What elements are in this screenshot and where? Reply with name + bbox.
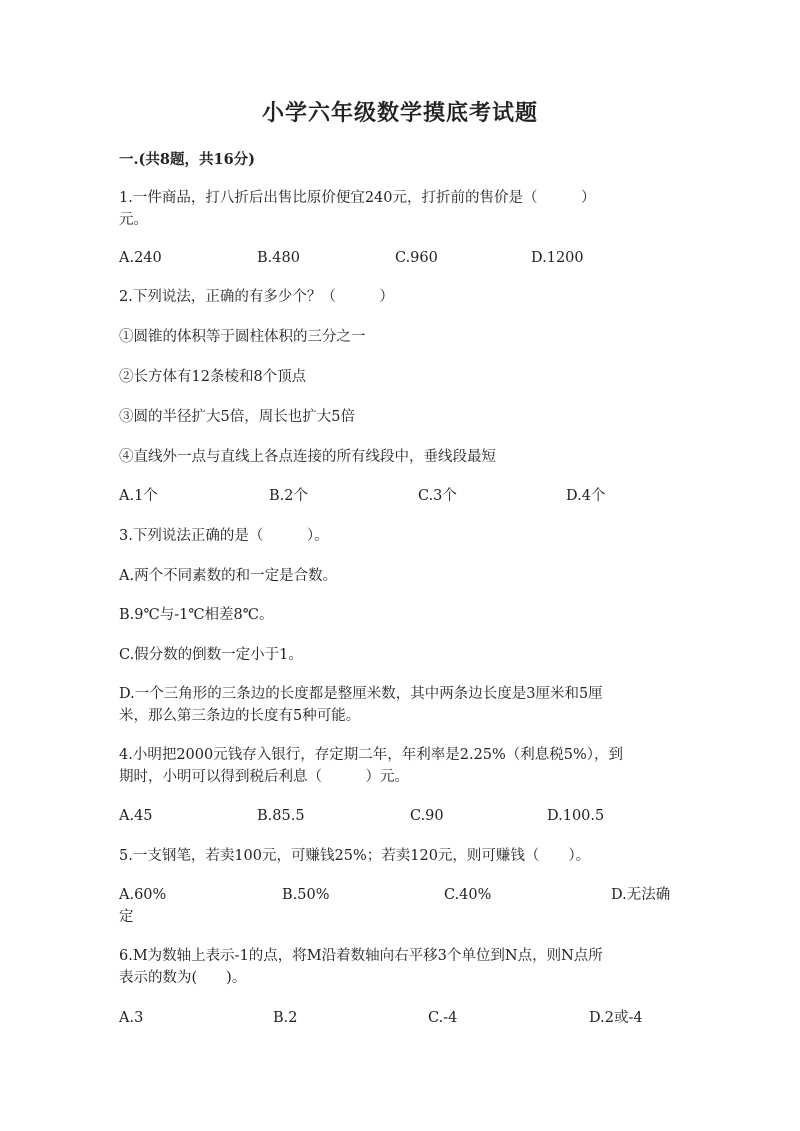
q1-option-a: A.240 [119,250,162,266]
q2-option-d: D.4个 [566,488,606,504]
q3-option-c: C.假分数的倒数一定小于1。 [119,647,303,663]
q2-statement-4: ④直线外一点与直线上各点连接的所有线段中，垂线段最短 [119,449,496,465]
q3-option-d-line-1: D.一个三角形的三条边的长度都是整厘米数，其中两条边长度是3厘米和5厘 [119,686,603,702]
q3-stem: 3.下列说法正确的是（ ）。 [119,528,329,544]
exam-title: 小学六年级数学摸底考试题 [261,100,538,126]
q2-statement-2: ②长方体有12条棱和8个顶点 [119,369,307,385]
q2-stem: 2.下列说法，正确的有多少个？（ ） [119,289,394,305]
q4-option-c: C.90 [410,808,444,824]
q3-option-d-line-2: 米，那么第三条边的长度有5种可能。 [119,708,361,724]
q6-stem-line-2: 表示的数为( )。 [119,970,247,986]
section-heading: 一.(共8题，共16分) [119,151,256,168]
q5-option-a: A.60% [119,887,167,903]
q2-option-b: B.2个 [269,488,308,504]
q6-option-c: C.-4 [428,1010,458,1026]
q6-option-d: D.2或-4 [589,1010,643,1026]
q5-option-d: D.无法确 [611,887,671,903]
q4-stem-line-1: 4.小明把2000元钱存入银行，存定期二年，年利率是2.25%（利息税5%），到 [119,747,624,763]
q2-option-c: C.3个 [418,488,457,504]
q4-option-b: B.85.5 [257,808,305,824]
q6-option-a: A.3 [119,1010,144,1026]
q5-option-c: C.40% [444,887,492,903]
q6-option-b: B.2 [273,1010,298,1026]
q4-stem-line-2: 期时，小明可以得到税后利息（ ）元。 [119,769,409,785]
q3-option-a: A.两个不同素数的和一定是合数。 [119,568,338,584]
q1-option-b: B.480 [257,250,300,266]
q2-statement-1: ①圆锥的体积等于圆柱体积的三分之一 [119,329,366,345]
q1-stem-line-2: 元。 [119,212,148,228]
q2-statement-3: ③圆的半径扩大5倍，周长也扩大5倍 [119,409,355,425]
q4-option-a: A.45 [119,808,153,824]
q5-option-b: B.50% [282,887,330,903]
q5-stem: 5.一支钢笔，若卖100元，可赚钱25%；若卖120元，则可赚钱（ ）。 [119,848,591,864]
q3-option-b: B.9℃与-1℃相差8℃。 [119,607,274,623]
q5-option-d-wrap: 定 [119,909,134,925]
q1-option-c: C.960 [395,250,438,266]
q4-option-d: D.100.5 [547,808,605,824]
q1-option-d: D.1200 [531,250,584,266]
q6-stem-line-1: 6.M为数轴上表示-1的点，将M沿着数轴向右平移3个单位到N点，则N点所 [119,948,603,964]
q2-option-a: A.1个 [119,488,158,504]
q1-stem-line-1: 1.一件商品，打八折后出售比原价便宜240元，打折前的售价是（ ） [119,190,596,206]
